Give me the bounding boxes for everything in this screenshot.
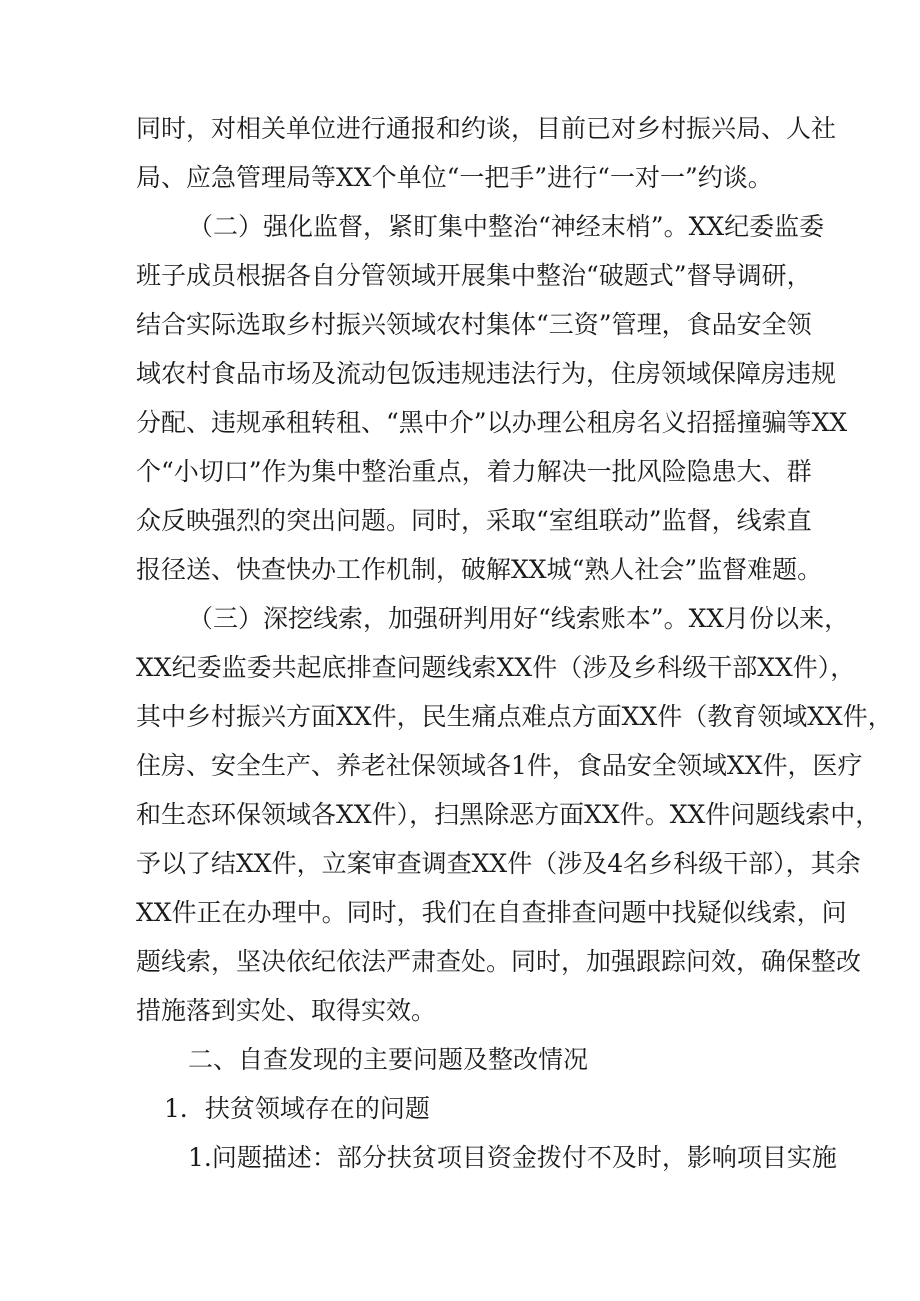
paragraph-line: 和生态环保领域各XX件），扫黑除恶方面XX件。XX件问题线索中， xyxy=(136,800,881,829)
paragraph-line: 其中乡村振兴方面XX件，民生痛点难点方面XX件（教育领域XX件， xyxy=(136,702,893,731)
paragraph-line: 题线索，坚决依纪依法严肃查处。同时，加强跟踪问效，确保整改 xyxy=(136,947,862,976)
paragraph-line: 分配、违规承租转租、“黑中介”以办理公租房名义招摇撞骗等XX xyxy=(136,408,848,437)
paragraph-line: 报径送、快查快办工作机制，破解XX城“熟人社会”监督难题。 xyxy=(136,555,823,584)
section-heading-line: （三）深挖线索，加强研判用好“线索账本”。XX月份以来， xyxy=(188,604,850,633)
paragraph-line: 予以了结XX件，立案审查调查XX件（涉及4名乡科级干部），其余 xyxy=(136,849,861,878)
section-heading: 二、自查发现的主要问题及整改情况 xyxy=(188,1045,589,1074)
subsection-heading: 1．扶贫领域存在的问题 xyxy=(164,1094,430,1123)
paragraph-line: 1.问题描述：部分扶贫项目资金拨付不及时，影响项目实施 xyxy=(188,1143,837,1172)
paragraph-line: 措施落到实处、取得实效。 xyxy=(136,996,437,1025)
paragraph-line: XX件正在办理中。同时，我们在自查排查问题中找疑似线索，问 xyxy=(136,898,847,927)
paragraph-line: 局、应急管理局等XX个单位“一把手”进行“一对一”约谈。 xyxy=(136,163,773,192)
paragraph-line: 住房、安全生产、养老社保领域各1件，食品安全领域XX件，医疗 xyxy=(136,751,863,780)
paragraph-line: 结合实际选取乡村振兴领域农村集体“三资”管理，食品安全领 xyxy=(136,310,812,339)
section-heading-line: （二）强化监督，紧盯集中整治“神经末梢”。XX纪委监委 xyxy=(188,212,825,241)
paragraph-line: 众反映强烈的突出问题。同时，采取“室组联动”监督，线索直 xyxy=(136,506,812,535)
paragraph-line: 个“小切口”作为集中整治重点，着力解决一批风险隐患大、群 xyxy=(136,457,812,486)
paragraph-line: 班子成员根据各自分管领域开展集中整治“破题式”督导调研， xyxy=(136,261,812,290)
paragraph-line: XX纪委监委共起底排查问题线索XX件（涉及乡科级干部XX件）， xyxy=(136,653,856,682)
paragraph-line: 同时，对相关单位进行通报和约谈，目前已对乡村振兴局、人社 xyxy=(136,114,837,143)
paragraph-line: 域农村食品市场及流动包饭违规违法行为，住房领域保障房违规 xyxy=(136,359,837,388)
